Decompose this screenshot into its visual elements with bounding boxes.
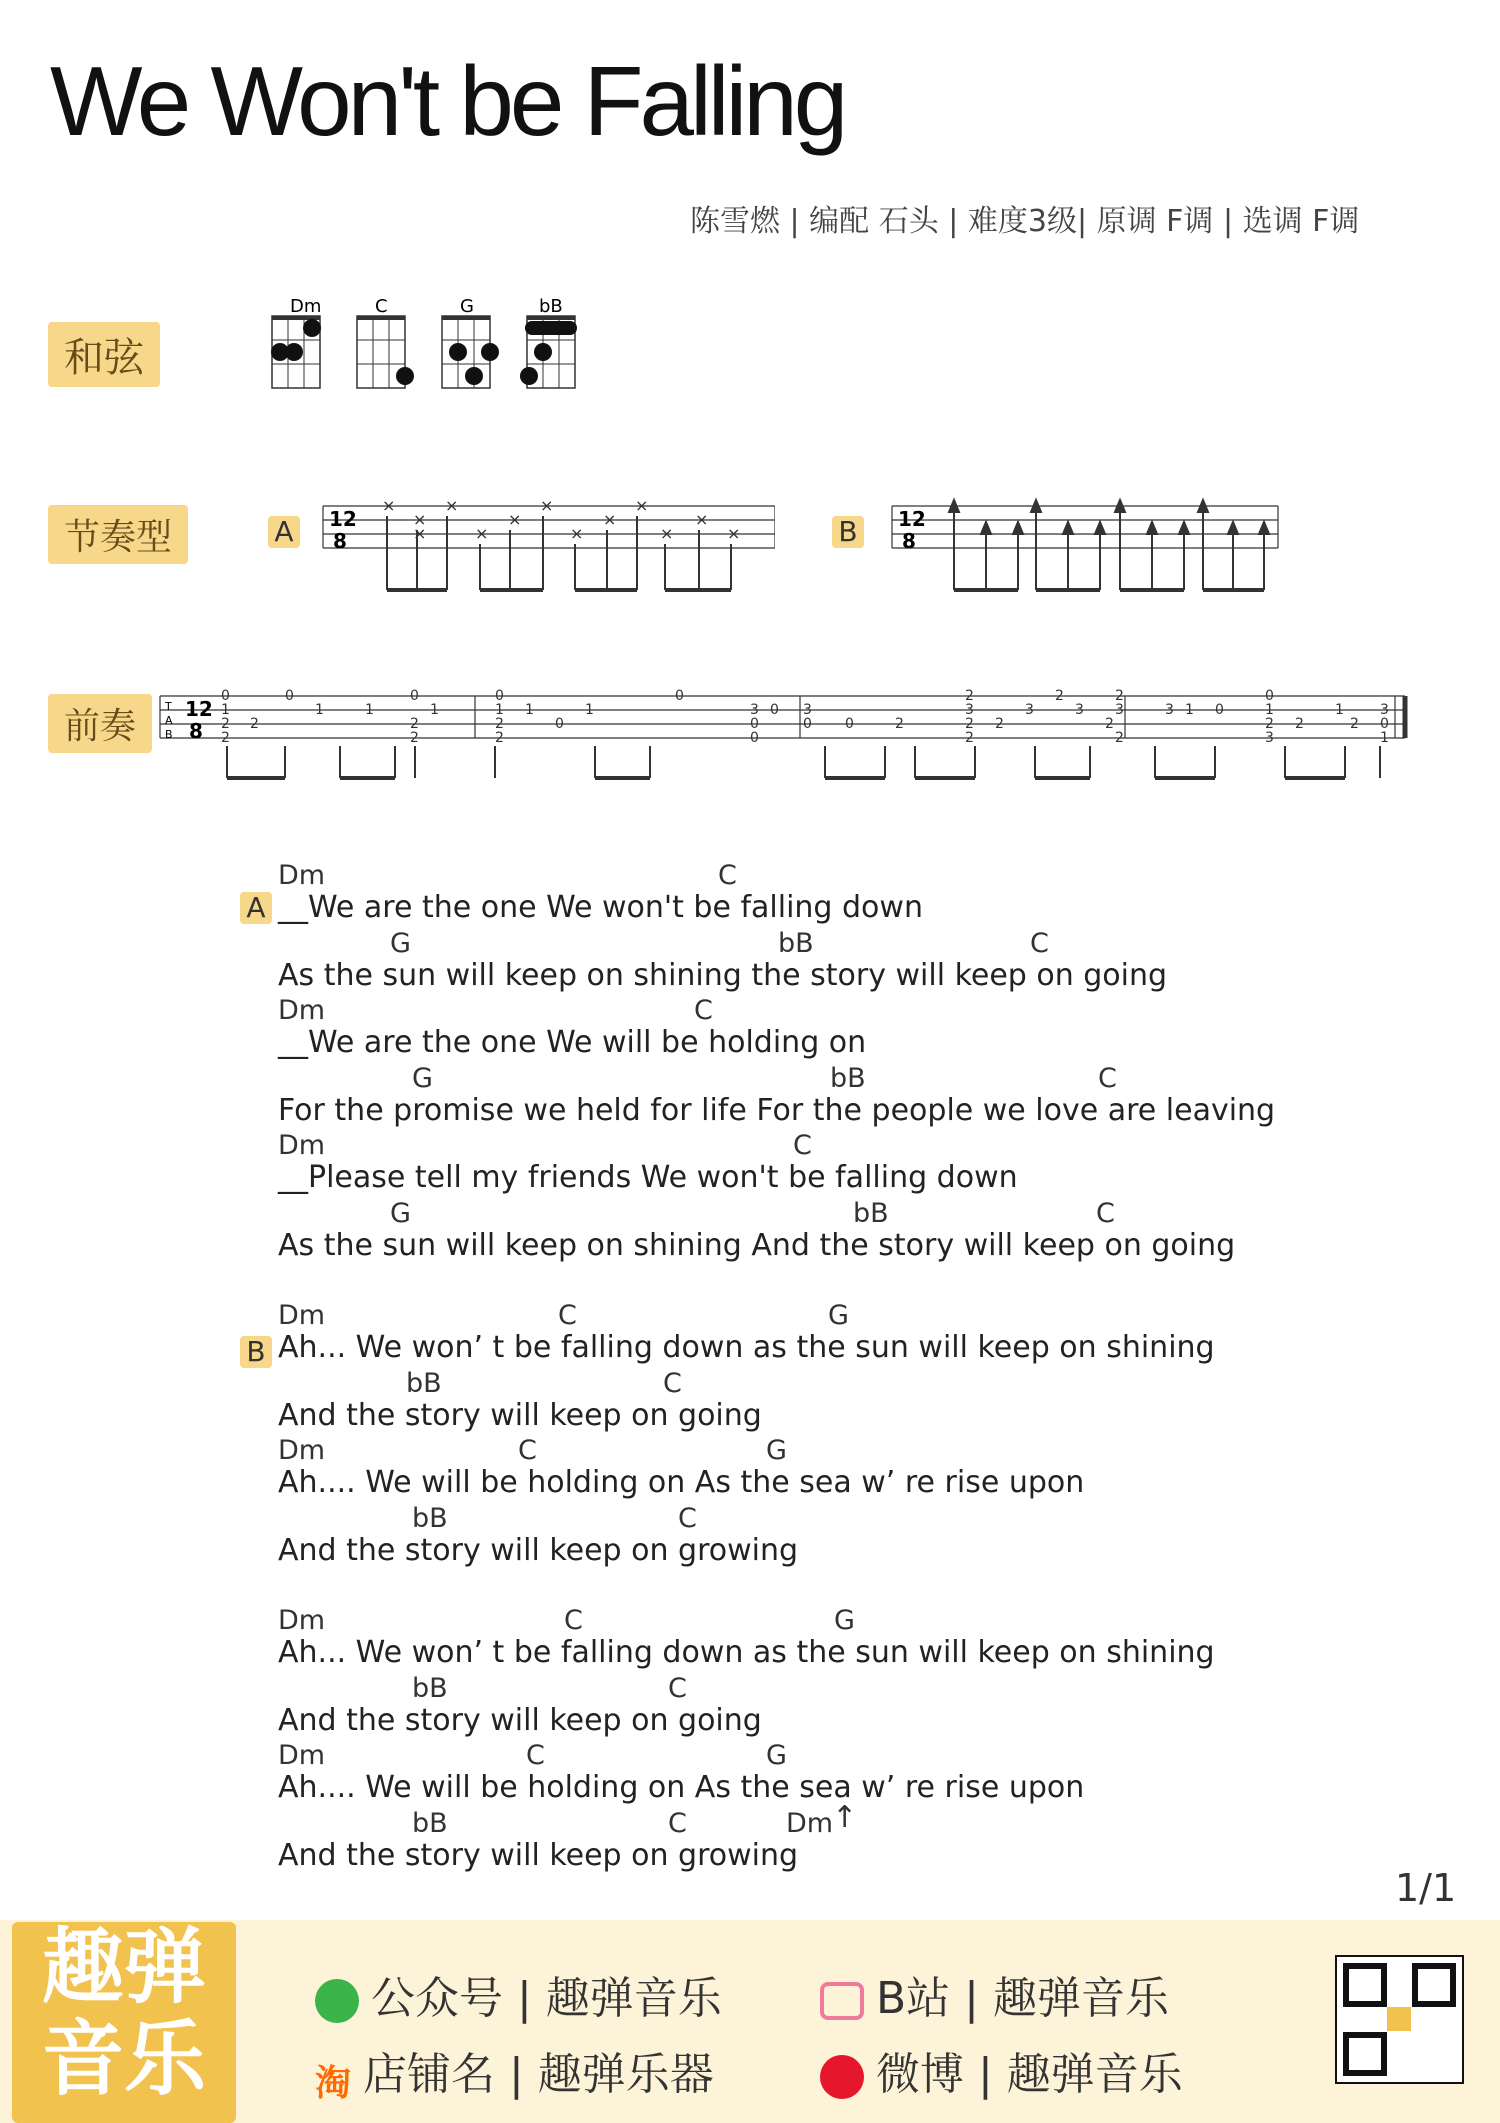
wechat-icon [315,1979,359,2023]
svg-text:1: 1 [221,702,230,718]
lyric-block [278,928,1167,993]
svg-text:0: 0 [750,716,759,732]
lyric-block [278,1130,1018,1195]
svg-text:1: 1 [430,702,439,718]
chord-label: C [564,1605,583,1636]
svg-text:0: 0 [675,688,684,704]
svg-text:×: × [660,524,674,543]
lyric-block [278,1300,1215,1365]
svg-text:B: B [165,728,173,741]
svg-text:0: 0 [750,730,759,746]
lyric-line: __We are the one We will be holding on [278,1025,867,1060]
bilibili-icon [820,1982,864,2020]
lyric-block [278,1435,1084,1500]
svg-text:0: 0 [495,688,504,704]
chord-diagram-dm [271,296,321,388]
svg-text:3: 3 [1165,702,1174,718]
svg-text:0: 0 [221,688,230,704]
lyric-line: Ah.... We will be holding on As the sea w’ re rise upon [278,1465,1085,1500]
chord-label: bB [778,928,814,959]
svg-text:1: 1 [365,702,374,718]
chord-label: C [718,860,737,891]
svg-text:2: 2 [1105,716,1114,732]
svg-text:2: 2 [965,716,974,732]
svg-text:T: T [165,700,172,713]
svg-text:2: 2 [965,688,974,704]
svg-text:1: 1 [1380,730,1389,746]
time-signature-bottom: 8 [333,529,347,553]
lyric-block [278,1605,1215,1670]
time-signature-bottom: 8 [902,529,916,553]
time-signature-top: 12 [185,697,213,721]
svg-text:3: 3 [803,702,812,718]
chord-name: G [460,296,474,317]
rhythm-pattern-b [888,496,1288,596]
svg-text:×: × [603,510,617,529]
chord-label: bB [412,1673,448,1704]
chord-label: C [1096,1198,1115,1229]
chord-name: Dm [290,296,322,317]
chord-label: C [663,1368,682,1399]
strum-up-arrow-icon: ↑ [832,1800,858,1835]
chord-label: Dm [278,1740,326,1771]
lyric-block [278,1800,858,1873]
chord-diagram-c [357,296,414,388]
intro-label: 前奏 [48,694,152,753]
chord-label: bB [853,1198,889,1229]
svg-text:2: 2 [410,730,419,746]
lyric-block [278,1503,798,1568]
chord-name: bB [539,296,563,317]
svg-text:×: × [413,524,427,543]
time-signature-top: 12 [329,507,357,531]
lyric-line: And the story will keep on growing [278,1533,799,1568]
chord-label: bB [830,1063,866,1094]
chord-label: C [694,995,713,1026]
svg-text:1: 1 [585,702,594,718]
chords-label: 和弦 [48,322,160,387]
lyric-line: __Please tell my friends We won't be falling down [278,1160,1018,1195]
chord-label: bB [412,1808,448,1839]
chord-label: G [412,1063,433,1094]
svg-text:×: × [727,524,741,543]
intro-tab [155,680,1415,790]
svg-text:×: × [508,510,522,529]
chord-label: G [766,1435,787,1466]
chord-label: Dm [278,1130,326,1161]
svg-text:×: × [475,524,489,543]
svg-text:0: 0 [285,688,294,704]
chord-label: Dm [278,1300,326,1331]
svg-text:1: 1 [1335,702,1344,718]
chord-label: C [668,1808,687,1839]
rhythm-a-badge: A [268,516,300,548]
lyric-line: And the story will keep on going [278,1398,762,1433]
rhythm-label: 节奏型 [48,505,188,564]
lyric-line: Ah... We won’ t be falling down as the sun will keep on shining [278,1330,1215,1365]
chord-diagram-g [442,296,499,388]
lyric-line: For the promise we held for life For the people we love are leaving [278,1093,1276,1128]
song-title: We Won't be Falling [50,46,845,156]
chord-label: C [793,1130,812,1161]
rhythm-b-badge: B [832,516,864,548]
chord-name: C [375,296,388,317]
svg-text:2: 2 [1295,716,1304,732]
footer-bilibili: B站 | 趣弹音乐 [820,1962,1169,2026]
svg-text:2: 2 [410,716,419,732]
svg-text:1: 1 [1185,702,1194,718]
time-signature-top: 12 [898,507,926,531]
logo-text-line1: 趣弹 [41,1920,206,2015]
svg-text:0: 0 [803,716,812,732]
svg-text:2: 2 [495,716,504,732]
chord-label: G [834,1605,855,1636]
lyric-line: Ah.... We will be holding on As the sea w’ re rise upon [278,1770,1085,1805]
chord-label: Dm [278,1435,326,1466]
lyric-block [278,860,923,925]
lyric-block [278,1368,762,1433]
svg-text:3: 3 [965,702,974,718]
svg-text:3: 3 [750,702,759,718]
song-credits: 陈雪燃 | 编配 石头 | 难度3级| 原调 F调 | 选调 F调 [690,204,1360,239]
svg-text:2: 2 [1115,730,1124,746]
svg-text:2: 2 [495,730,504,746]
lyric-block [278,995,866,1060]
svg-text:1: 1 [525,702,534,718]
time-signature-bottom: 8 [189,719,203,743]
qr-code[interactable] [1335,1955,1464,2084]
svg-text:2: 2 [1265,716,1274,732]
chord-label: C [518,1435,537,1466]
svg-text:2: 2 [895,716,904,732]
section-a-badge: A [240,892,272,924]
svg-text:0: 0 [1215,702,1224,718]
chord-label: C [558,1300,577,1331]
chord-label: Dm [278,860,326,891]
weibo-icon [820,2055,864,2099]
lyric-line: As the sun will keep on shining the story will keep on going [278,958,1168,993]
lyric-line: And the story will keep on growing [278,1838,799,1873]
svg-text:0: 0 [770,702,779,718]
chord-label: G [390,1198,411,1229]
svg-text:2: 2 [1055,688,1064,704]
chord-label: G [390,928,411,959]
brand-logo [12,1922,236,2123]
chord-label: G [766,1740,787,1771]
page-number: 1/1 [1395,1866,1457,1910]
svg-text:0: 0 [555,716,564,732]
svg-text:0: 0 [1265,688,1274,704]
taobao-icon: 淘 [315,2063,352,2104]
lyric-line: And the story will keep on going [278,1703,762,1738]
svg-text:1: 1 [1265,702,1274,718]
chord-label: G [828,1300,849,1331]
section-b-badge: B [240,1336,272,1368]
lyric-block [278,1673,762,1738]
chord-label: C [526,1740,545,1771]
chord-label: C [668,1673,687,1704]
chord-label: C [1098,1063,1117,1094]
lyric-line: As the sun will keep on shining And the story will keep on going [278,1228,1236,1263]
chord-label: C [1030,928,1049,959]
svg-text:×: × [540,496,554,515]
chord-label: Dm [278,1605,326,1636]
footer-weibo: 微博 | 趣弹音乐 [820,2038,1183,2102]
chord-diagram-bb [520,296,577,388]
svg-text:1: 1 [495,702,504,718]
lyric-line: __We are the one We won't be falling down [278,890,923,925]
chord-label: Dm [786,1808,834,1839]
svg-text:3: 3 [1115,702,1124,718]
svg-text:1: 1 [315,702,324,718]
svg-text:0: 0 [1380,716,1389,732]
svg-text:×: × [382,496,396,515]
svg-text:A: A [165,714,173,727]
svg-text:3: 3 [1380,702,1389,718]
chord-label: C [678,1503,697,1534]
svg-text:×: × [570,524,584,543]
svg-text:2: 2 [995,716,1004,732]
svg-text:2: 2 [965,730,974,746]
lyric-line: Ah... We won’ t be falling down as the sun will keep on shining [278,1635,1215,1670]
svg-text:×: × [695,510,709,529]
svg-text:2: 2 [1115,688,1124,704]
svg-text:0: 0 [410,688,419,704]
lyric-block [278,1740,1084,1805]
chord-label: bB [406,1368,442,1399]
svg-text:×: × [445,496,459,515]
svg-text:2: 2 [1350,716,1359,732]
logo-text-line2: 音乐 [41,2012,206,2107]
svg-text:×: × [635,496,649,515]
lyric-block [278,1063,1275,1128]
svg-text:2: 2 [250,716,259,732]
svg-text:×: × [413,510,427,529]
svg-text:0: 0 [845,716,854,732]
svg-text:3: 3 [1265,730,1274,746]
footer-wechat: 公众号 | 趣弹音乐 [315,1962,722,2026]
footer-taobao: 淘 店铺名 | 趣弹乐器 [315,2049,714,2104]
lyric-block [278,1198,1235,1263]
svg-text:2: 2 [221,716,230,732]
svg-text:2: 2 [221,730,230,746]
rhythm-pattern-a [315,496,775,596]
chord-label: Dm [278,995,326,1026]
chord-diagrams [262,296,592,396]
chord-label: bB [412,1503,448,1534]
svg-text:3: 3 [1075,702,1084,718]
svg-text:3: 3 [1025,702,1034,718]
